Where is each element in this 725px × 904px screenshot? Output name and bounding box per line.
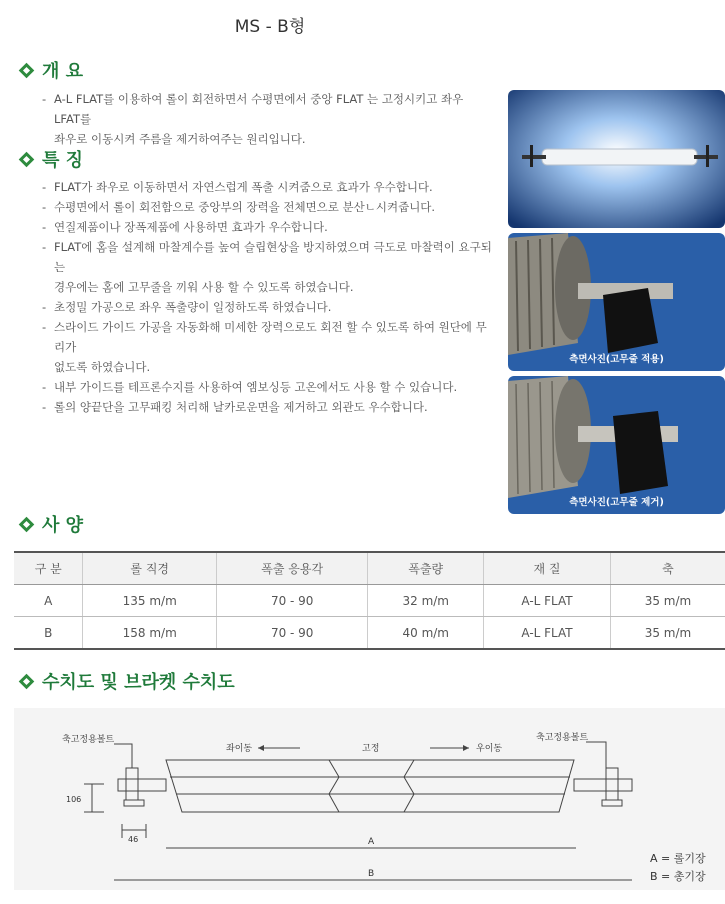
- table-cell: A: [14, 585, 83, 617]
- table-cell: A-L FLAT: [484, 617, 611, 650]
- overview-line-1: - A-L FLAT를 이용하여 롤이 회전하면서 수평면에서 중앙 FLAT 는 고정시키고 좌우 LFAT를: [42, 89, 492, 129]
- dimension-drawing: [14, 708, 725, 890]
- feature-item: - FLAT에 홈을 설계해 마찰계수를 높여 슬립현상을 방지하였으며 극도로 마찰력이 요구되는 경우에는 홈에 고무줄을 끼워 사용 할 수 있도록 하였습니다.: [42, 237, 492, 297]
- diamond-bullet-icon: [19, 673, 35, 689]
- overview-heading: [16, 57, 83, 83]
- page-title: MS - B형: [234, 17, 306, 37]
- table-cell: 158 m/m: [83, 617, 217, 650]
- column-header: 축: [610, 552, 725, 585]
- column-header: 재 질: [484, 552, 611, 585]
- photo-caption: 측면사진(고무줄 적용): [569, 354, 664, 365]
- feature-item: - 스라이드 가이드 가공을 자동화해 미세한 장력으로도 회전 할 수 있도록 하여 원단에 무리가 없도록 하였습니다.: [42, 317, 492, 377]
- spec-heading-text: 사 양: [42, 515, 84, 536]
- product-photo-side-rubber: [508, 233, 725, 371]
- table-row: [14, 617, 725, 650]
- features-heading-text: 특 징: [42, 150, 84, 171]
- table-header-row: [14, 552, 725, 585]
- product-photo-side-no-rubber: [508, 376, 725, 514]
- table-cell: 70 - 90: [216, 617, 367, 650]
- dimension-a: A: [368, 837, 375, 847]
- feature-item: - 내부 가이드를 테프론수지를 사용하여 엠보싱등 고온에서도 사용 할 수 있습니다.: [42, 377, 492, 397]
- table-cell: 35 m/m: [610, 617, 725, 650]
- column-header: 구 분: [14, 552, 83, 585]
- width-dimension: 46: [128, 835, 139, 844]
- spec-heading: [16, 511, 83, 537]
- dimension-b: B: [368, 869, 375, 879]
- feature-item: - 롤의 양끝단을 고무패킹 처리해 날카로운면을 제거하고 외관도 우수합니다.: [42, 397, 492, 417]
- photo-caption: 측면사진(고무줄 제거): [569, 497, 664, 508]
- table-cell: B: [14, 617, 83, 650]
- feature-item: - 수평면에서 롤이 회전함으로 중앙부의 장력을 전체면으로 분산ㄴ시켜줍니다.: [42, 197, 492, 217]
- features-heading: [16, 146, 83, 172]
- fixed-label: 고정: [362, 744, 380, 754]
- legend-b: B = 총기장: [650, 870, 706, 883]
- bolt-label-right: 축고정용볼트: [536, 733, 589, 743]
- right-move-label: 우이동: [476, 744, 503, 754]
- overview-heading-text: 개 요: [42, 61, 84, 82]
- diamond-bullet-icon: [19, 151, 35, 167]
- drawing-heading-text: 수치도 및 브라켓 수치도: [42, 672, 235, 693]
- left-move-label: 좌이동: [226, 744, 253, 754]
- overview-line-2: 좌우로 이동시켜 주름을 제거하여주는 원리입니다.: [54, 132, 306, 146]
- table-cell: 32 m/m: [368, 585, 484, 617]
- feature-item: - 초정밀 가공으로 좌우 폭출량이 일정하도록 하였습니다.: [42, 297, 492, 317]
- height-dimension: 106: [66, 795, 82, 804]
- table-row: [14, 585, 725, 617]
- table-cell: A-L FLAT: [484, 585, 611, 617]
- bolt-label-left: 축고정용볼트: [62, 735, 115, 745]
- diamond-bullet-icon: [19, 62, 35, 78]
- column-header: 폭출량: [368, 552, 484, 585]
- drawing-heading: [16, 668, 235, 694]
- overview-text: [42, 89, 492, 149]
- spec-table: [14, 551, 725, 650]
- diamond-bullet-icon: [19, 516, 35, 532]
- feature-item: - 연질제품이나 장폭제품에 사용하면 효과가 우수합니다.: [42, 217, 492, 237]
- feature-item: - FLAT가 좌우로 이동하면서 자연스럽게 폭출 시켜줌으로 효과가 우수합니다.: [42, 177, 492, 197]
- table-cell: 40 m/m: [368, 617, 484, 650]
- column-header: 롤 직경: [83, 552, 217, 585]
- table-cell: 135 m/m: [83, 585, 217, 617]
- column-header: 폭출 응용각: [216, 552, 367, 585]
- table-cell: 70 - 90: [216, 585, 367, 617]
- product-photo-front: [508, 90, 725, 228]
- legend-a: A = 롤기장: [650, 852, 706, 865]
- features-list: [42, 177, 492, 417]
- table-cell: 35 m/m: [610, 585, 725, 617]
